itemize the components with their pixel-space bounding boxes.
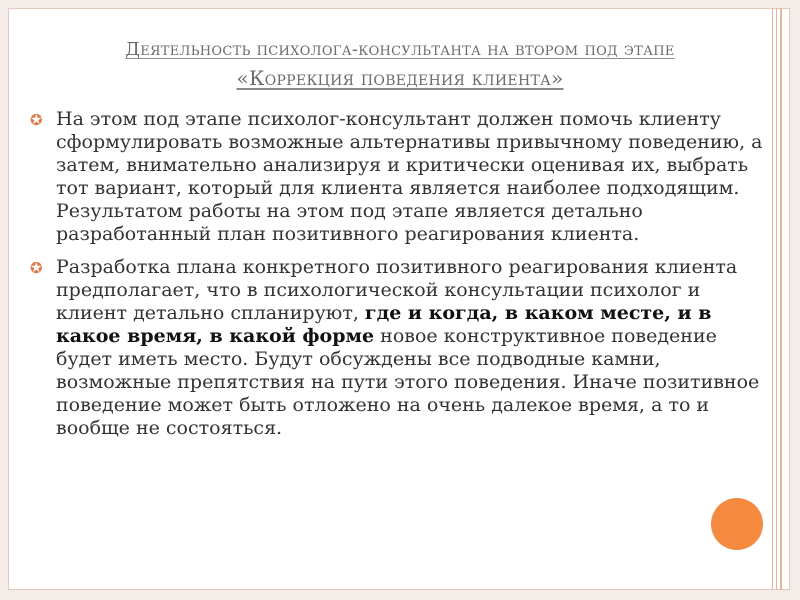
bullet-item-1 <box>26 108 766 246</box>
frame-rule <box>772 8 773 590</box>
bullet-text-before: Разработка плана конкретного позитивного реагирования клиента предполагает, что в психологической консультации психолог и клиент детально спланируют, <box>56 256 738 324</box>
bullet-text: На этом под этапе психолог-консультант должен помочь клиенту сформулировать возможные альтернативы привычному поведению, а затем, внимательно анализируя и критически оценивая их, выбрать тот вариант, который для клиента является наиболее подходящим. Результатом работы на этом под этапе является детально разработанный план позитивного реагирования клиента. <box>56 108 763 245</box>
slide-title-line-2: «Коррекция поведения клиента» <box>236 66 564 90</box>
slide-title-line-1: Деятельность психолога-консультанта на втором под этапе <box>125 39 675 60</box>
slide-body <box>26 108 766 450</box>
bullet-marker-icon: ✪ <box>30 259 43 277</box>
frame-rule <box>780 8 782 590</box>
bullet-text-bold: где и когда, в каком месте, и в какое время, в какой форме <box>56 302 712 347</box>
bullet-item-2 <box>26 256 766 440</box>
slide-title <box>40 36 760 92</box>
bullet-text-after: новое конструктивное поведение будет иметь место. Будут обсуждены все подводные камни, возможные препятствия на пути этого поведения. Иначе позитивное поведение может быть отложено на очень далекое время, а то и вообще не состояться. <box>56 325 760 439</box>
frame-rule <box>776 8 777 590</box>
orange-circle-decoration <box>711 498 763 550</box>
bullet-marker-icon: ✪ <box>30 111 43 129</box>
